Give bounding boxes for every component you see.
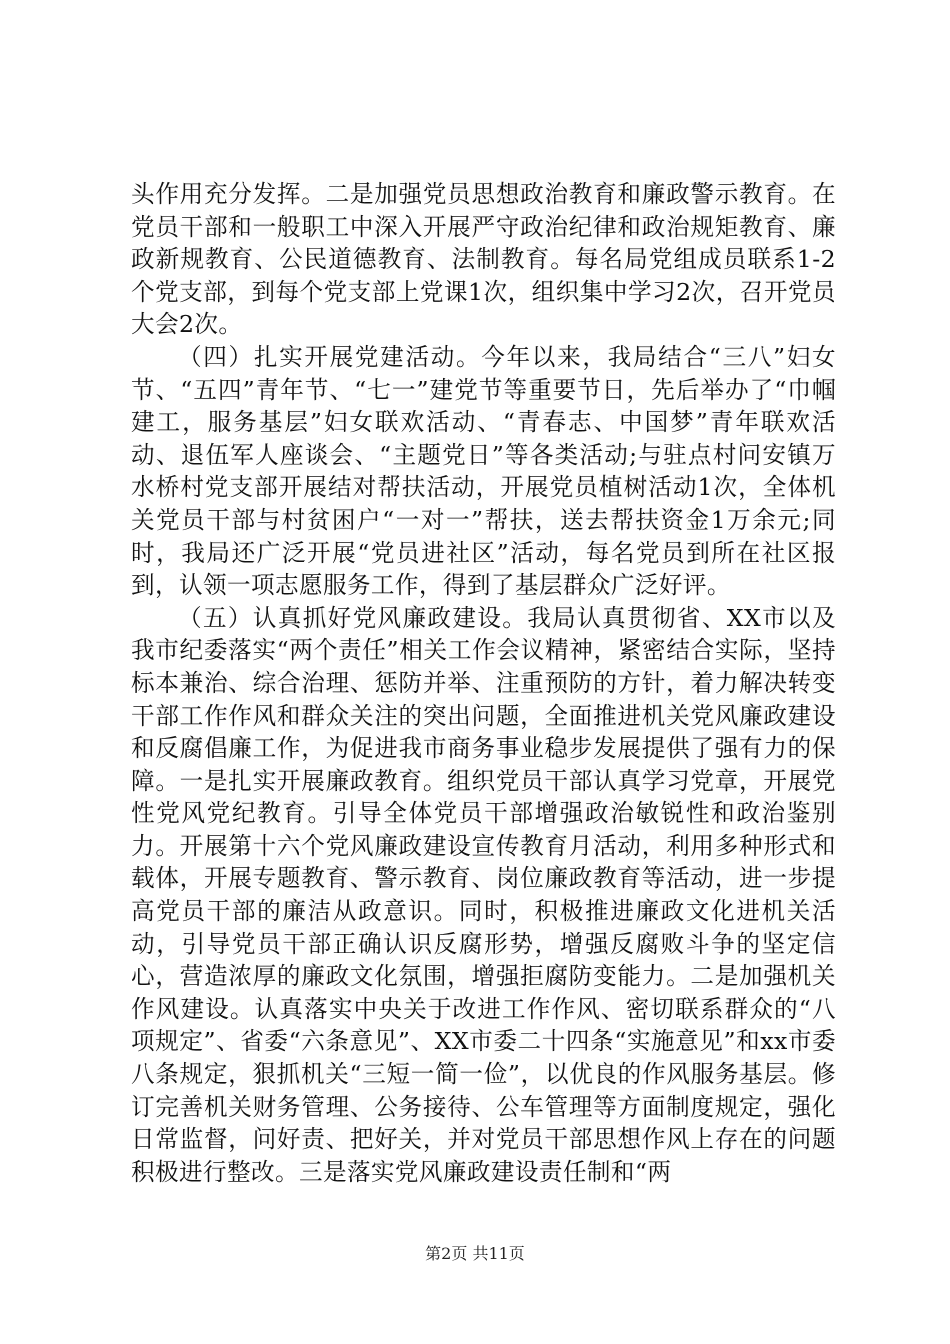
paragraph-2: （四）扎实开展党建活动。今年以来，我局结合“三八”妇女节、“五四”青年节、“七一”建党节等重要节日，先后举办了“巾帼建工，服务基层”妇女联欢活动、“青春志、中国梦”青年联欢活动、退伍军人座谈会、“主题党日”等各类活动;与驻点村问安镇万水桥村党支部开展结对帮扶活动，开展党员植树活动1次，全体机关党员干部与村贫困户“一对一”帮扶，送去帮扶资金1万余元;同时，我局还广泛开展“党员进社区”活动，每名党员到所在社区报到，认领一项志愿服务工作，得到了基层群众广泛好评。: [131, 342, 836, 600]
paragraph-1: 头作用充分发挥。二是加强党员思想政治教育和廉政警示教育。在党员干部和一般职工中深入开展严守政治纪律和政治规矩教育、廉政新规教育、公民道德教育、法制教育。每名局党组成员联系1-2个党支部，到每个党支部上党课1次，组织集中学习2次，召开党员大会2次。: [131, 180, 836, 339]
document-body: [131, 178, 836, 1188]
paragraph-3: （五）认真抓好党风廉政建设。我局认真贯彻省、XX市以及我市纪委落实“两个责任”相关工作会议精神，紧密结合实际，坚持标本兼治、综合治理、惩防并举、注重预防的方针，着力解决转变干部工作作风和群众关注的突出问题，全面推进机关党风廉政建设和反腐倡廉工作，为促进我市商务事业稳步发展提供了强有力的保障。一是扎实开展廉政教育。组织党员干部认真学习党章，开展党性党风党纪教育。引导全体党员干部增强政治敏锐性和政治鉴别力。开展第十六个党风廉政建设宣传教育月活动，利用多种形式和载体，开展专题教育、警示教育、岗位廉政教育等活动，进一步提高党员干部的廉洁从政意识。同时，积极推进廉政文化进机关活动，引导党员干部正确认识反腐形势，增强反腐败斗争的坚定信心，营造浓厚的廉政文化氛围，增强拒腐防变能力。二是加强机关作风建设。认真落实中央关于改进工作作风、密切联系群众的“八项规定”、省委“六条意见”、XX市委二十四条“实施意见”和xx市委八条规定，狠抓机关“三短一简一俭”，以优良的作风服务基层。修订完善机关财务管理、公务接待、公车管理等方面制度规定，强化日常监督，问好责、把好关，并对党员干部思想作风上存在的问题积极进行整改。三是落实党风廉政建设责任制和“两: [131, 603, 836, 1186]
page-footer: 第2页 共11页: [425, 1244, 525, 1263]
